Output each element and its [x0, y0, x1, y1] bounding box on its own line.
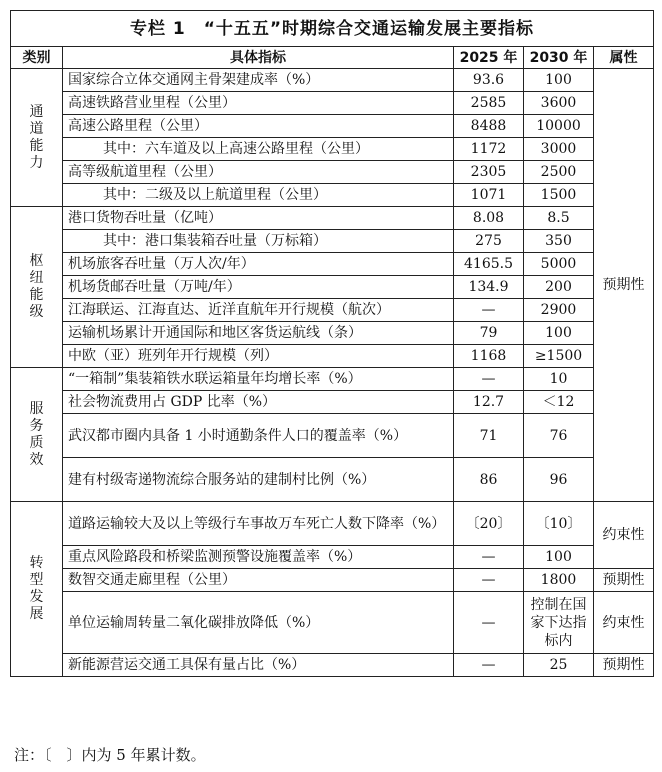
value-2030-cell: 3000 [524, 138, 594, 161]
value-2030-cell: 10000 [524, 115, 594, 138]
value-2025-cell: 134.9 [454, 276, 524, 299]
value-2030-cell: 〔10〕 [524, 502, 594, 546]
value-2030-cell: ≥1500 [524, 345, 594, 368]
table-row [11, 161, 654, 184]
table-row [11, 546, 654, 569]
value-2030-cell: 10 [524, 368, 594, 391]
table-row [11, 230, 654, 253]
value-2025-cell: 93.6 [454, 69, 524, 92]
attribute-cell: 约束性 [594, 502, 654, 569]
table-row [11, 184, 654, 207]
value-2030-cell: 76 [524, 414, 594, 458]
attribute-cell: 预期性 [594, 569, 654, 592]
indicator-table-sheet [10, 10, 653, 677]
value-2030-cell: 1800 [524, 569, 594, 592]
header-category: 类别 [11, 47, 63, 69]
value-2030-cell: ＜12 [524, 391, 594, 414]
value-2030-cell: 350 [524, 230, 594, 253]
indicator-cell: 高速铁路营业里程（公里） [63, 92, 454, 115]
value-2025-cell: — [454, 546, 524, 569]
table-row [11, 138, 654, 161]
attribute-cell: 约束性 [594, 592, 654, 654]
header-attribute: 属性 [594, 47, 654, 69]
indicator-cell: 江海联运、江海直达、近洋直航年开行规模（航次） [63, 299, 454, 322]
indicator-cell: 中欧（亚）班列年开行规模（列） [63, 345, 454, 368]
indicator-table [10, 10, 654, 677]
indicator-cell: 武汉都市圈内具备 1 小时通勤条件人口的覆盖率（%） [63, 414, 454, 458]
indicator-cell: 高速公路里程（公里） [63, 115, 454, 138]
table-row [11, 299, 654, 322]
value-2030-cell: 控制在国家下达指标内 [524, 592, 594, 654]
value-2025-cell: 79 [454, 322, 524, 345]
value-2025-cell: — [454, 368, 524, 391]
value-2025-cell: — [454, 299, 524, 322]
indicator-cell: 新能源营运交通工具保有量占比（%） [63, 654, 454, 677]
value-2025-cell: 1071 [454, 184, 524, 207]
table-title: 专栏 1 “十五五”时期综合交通运输发展主要指标 [11, 11, 654, 47]
table-row [11, 207, 654, 230]
value-2025-cell: 71 [454, 414, 524, 458]
indicator-cell: 机场旅客吞吐量（万人次/年） [63, 253, 454, 276]
value-2030-cell: 200 [524, 276, 594, 299]
table-row [11, 322, 654, 345]
category-cell: 服务质效 [11, 368, 63, 502]
table-row [11, 253, 654, 276]
indicator-cell: 港口货物吞吐量（亿吨） [63, 207, 454, 230]
value-2030-cell: 96 [524, 458, 594, 502]
value-2025-cell: 〔20〕 [454, 502, 524, 546]
value-2025-cell: 4165.5 [454, 253, 524, 276]
attribute-cell: 预期性 [594, 69, 654, 502]
value-2030-cell: 100 [524, 322, 594, 345]
table-row [11, 654, 654, 677]
header-2025: 2025 年 [454, 47, 524, 69]
indicator-cell: 单位运输周转量二氧化碳排放降低（%） [63, 592, 454, 654]
indicator-cell: 高等级航道里程（公里） [63, 161, 454, 184]
value-2025-cell: 86 [454, 458, 524, 502]
table-row [11, 592, 654, 654]
value-2025-cell: 8488 [454, 115, 524, 138]
value-2025-cell: 1168 [454, 345, 524, 368]
value-2025-cell: — [454, 654, 524, 677]
indicator-cell: 其中：港口集装箱吞吐量（万标箱） [63, 230, 454, 253]
indicator-cell: 数智交通走廊里程（公里） [63, 569, 454, 592]
category-cell: 枢纽能级 [11, 207, 63, 368]
indicator-cell: 重点风险路段和桥梁监测预警设施覆盖率（%） [63, 546, 454, 569]
value-2030-cell: 2900 [524, 299, 594, 322]
value-2025-cell: — [454, 592, 524, 654]
value-2030-cell: 1500 [524, 184, 594, 207]
indicator-cell: 国家综合立体交通网主骨架建成率（%） [63, 69, 454, 92]
table-row [11, 115, 654, 138]
indicator-cell: 社会物流费用占 GDP 比率（%） [63, 391, 454, 414]
table-row [11, 345, 654, 368]
value-2030-cell: 5000 [524, 253, 594, 276]
indicator-cell: 建有村级寄递物流综合服务站的建制村比例（%） [63, 458, 454, 502]
table-note: 注：〔 〕内为 5 年累计数。 [14, 746, 206, 764]
value-2030-cell: 100 [524, 69, 594, 92]
table-row [11, 92, 654, 115]
value-2025-cell: — [454, 569, 524, 592]
header-2030: 2030 年 [524, 47, 594, 69]
table-row [11, 414, 654, 458]
value-2030-cell: 2500 [524, 161, 594, 184]
indicator-cell: “一箱制”集装箱铁水联运箱量年均增长率（%） [63, 368, 454, 391]
category-cell: 转型发展 [11, 502, 63, 677]
header-indicator: 具体指标 [63, 47, 454, 69]
table-row [11, 569, 654, 592]
indicator-cell: 运输机场累计开通国际和地区客货运航线（条） [63, 322, 454, 345]
value-2030-cell: 25 [524, 654, 594, 677]
table-row [11, 391, 654, 414]
value-2025-cell: 12.7 [454, 391, 524, 414]
table-row [11, 458, 654, 502]
indicator-cell: 机场货邮吞吐量（万吨/年） [63, 276, 454, 299]
indicator-cell: 其中：二级及以上航道里程（公里） [63, 184, 454, 207]
value-2025-cell: 2305 [454, 161, 524, 184]
value-2030-cell: 3600 [524, 92, 594, 115]
table-row [11, 502, 654, 546]
value-2030-cell: 8.5 [524, 207, 594, 230]
value-2025-cell: 275 [454, 230, 524, 253]
value-2030-cell: 100 [524, 546, 594, 569]
value-2025-cell: 1172 [454, 138, 524, 161]
category-cell: 通道能力 [11, 69, 63, 207]
value-2025-cell: 8.08 [454, 207, 524, 230]
table-row [11, 69, 654, 92]
value-2025-cell: 2585 [454, 92, 524, 115]
attribute-cell: 预期性 [594, 654, 654, 677]
indicator-cell: 其中：六车道及以上高速公路里程（公里） [63, 138, 454, 161]
table-row [11, 276, 654, 299]
table-row [11, 368, 654, 391]
indicator-cell: 道路运输较大及以上等级行车事故万车死亡人数下降率（%） [63, 502, 454, 546]
